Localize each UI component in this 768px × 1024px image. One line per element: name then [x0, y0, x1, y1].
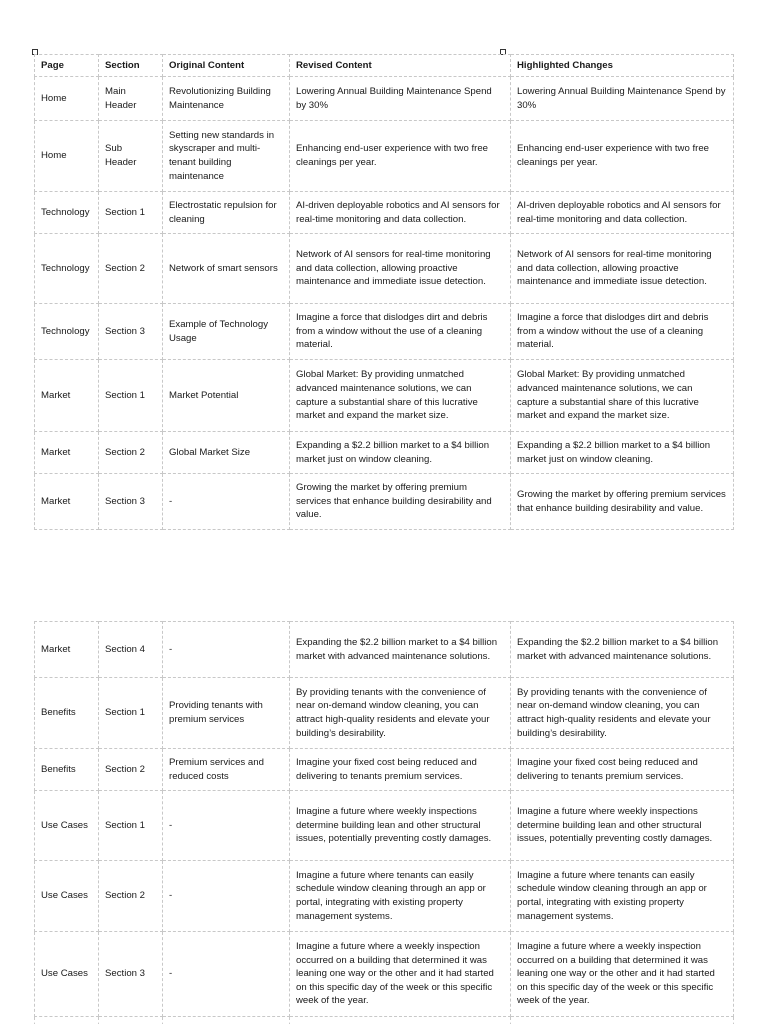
cell-highlighted-changes: Expanding a $2.2 billion market to a $4 billion market just on window cleaning. [511, 432, 734, 474]
cell-revised-content: Global Market: By providing unmatched advanced maintenance solutions, we can capture a substantial share of this lucrative market and expand the market size. [290, 360, 511, 432]
table-header-row [35, 55, 734, 77]
content-revision-table [34, 54, 734, 530]
table-row [35, 474, 734, 530]
cell-page: Technology [35, 192, 99, 234]
cell-revised-content: Imagine a future where tenants can easily schedule window cleaning through an app or portal, integrating with existing property management systems. [290, 861, 511, 932]
cell-section: Section 3 [99, 304, 163, 360]
cell-section: Section 3 [99, 474, 163, 530]
cell-original-content [163, 1017, 290, 1024]
cell-revised-content: Enhancing end-user experience with two free cleanings per year. [290, 121, 511, 192]
cell-original-content: - [163, 791, 290, 861]
cell-highlighted-changes: AI-driven deployable robotics and AI sensors for real-time monitoring and data collection. [511, 192, 734, 234]
table-row [35, 432, 734, 474]
header-section: Section [99, 55, 163, 77]
table-row [35, 791, 734, 861]
table-row [35, 622, 734, 678]
table-row [35, 1017, 734, 1024]
cell-highlighted-changes: Imagine a future where tenants can easily schedule window cleaning through an app or portal, integrating with existing property management systems. [511, 861, 734, 932]
cell-page: Market [35, 622, 99, 678]
cell-original-content: Setting new standards in skyscraper and multi-tenant building maintenance [163, 121, 290, 192]
table-row [35, 749, 734, 791]
table-row [35, 932, 734, 1017]
cell-section: Section 3 [99, 932, 163, 1017]
cell-highlighted-changes [511, 1017, 734, 1024]
cell-highlighted-changes: Global Market: By providing unmatched advanced maintenance solutions, we can capture a substantial share of this lucrative market and expand the market size. [511, 360, 734, 432]
table-row [35, 121, 734, 192]
cell-original-content: Revolutionizing Building Maintenance [163, 77, 290, 121]
cell-highlighted-changes: Imagine your fixed cost being reduced and delivering to tenants premium services. [511, 749, 734, 791]
cell-highlighted-changes: Growing the market by offering premium services that enhance building desirability and value. [511, 474, 734, 530]
cell-section [99, 1017, 163, 1024]
cell-original-content: - [163, 474, 290, 530]
cell-revised-content: Growing the market by offering premium services that enhance building desirability and value. [290, 474, 511, 530]
cell-revised-content: Expanding the $2.2 billion market to a $4 billion market with advanced maintenance solutions. [290, 622, 511, 678]
cell-page: Use Cases [35, 861, 99, 932]
cell-page: Market [35, 432, 99, 474]
cell-section: Section 2 [99, 861, 163, 932]
cell-revised-content: By providing tenants with the convenience of near on-demand window cleaning, you can attract high-quality residents and elevate your building’s desirability. [290, 678, 511, 749]
cell-highlighted-changes: Lowering Annual Building Maintenance Spend by 30% [511, 77, 734, 121]
cell-original-content: Providing tenants with premium services [163, 678, 290, 749]
table-row [35, 192, 734, 234]
cell-page: Benefits [35, 678, 99, 749]
table-row [35, 678, 734, 749]
cell-original-content: Electrostatic repulsion for cleaning [163, 192, 290, 234]
cell-section: Section 2 [99, 432, 163, 474]
header-highlighted-changes: Highlighted Changes [511, 55, 734, 77]
cell-section: Section 4 [99, 622, 163, 678]
cell-revised-content: Network of AI sensors for real-time monitoring and data collection, allowing proactive maintenance and immediate issue detection. [290, 234, 511, 304]
cell-revised-content: Imagine a future where weekly inspections determine building lean and other structural issues, potentially preventing costly damages. [290, 791, 511, 861]
cell-revised-content: Lowering Annual Building Maintenance Spend by 30% [290, 77, 511, 121]
cell-section: Sub Header [99, 121, 163, 192]
table-row [35, 234, 734, 304]
cell-section: Section 1 [99, 192, 163, 234]
cell-highlighted-changes: Imagine a future where a weekly inspection occurred on a building that determined it was leaning one way or the other and it had started on this specific day of the week or this specific week of the year. [511, 932, 734, 1017]
cell-revised-content: Imagine a force that dislodges dirt and debris from a window without the use of a cleaning material. [290, 304, 511, 360]
cell-page: Technology [35, 304, 99, 360]
cell-section: Main Header [99, 77, 163, 121]
cell-original-content: Market Potential [163, 360, 290, 432]
cell-revised-content: Imagine your fixed cost being reduced and delivering to tenants premium services. [290, 749, 511, 791]
cell-highlighted-changes: Imagine a future where weekly inspections determine building lean and other structural issues, potentially preventing costly damages. [511, 791, 734, 861]
cell-revised-content: Expanding a $2.2 billion market to a $4 billion market just on window cleaning. [290, 432, 511, 474]
cell-page: Technology [35, 234, 99, 304]
cell-page: Benefits [35, 749, 99, 791]
cell-page: Home [35, 77, 99, 121]
cell-original-content: Premium services and reduced costs [163, 749, 290, 791]
cell-highlighted-changes: Network of AI sensors for real-time monitoring and data collection, allowing proactive maintenance and immediate issue detection. [511, 234, 734, 304]
cell-page: Market [35, 360, 99, 432]
cell-highlighted-changes: By providing tenants with the convenience of near on-demand window cleaning, you can attract high-quality residents and elevate your building’s desirability. [511, 678, 734, 749]
table-row [35, 360, 734, 432]
header-original-content: Original Content [163, 55, 290, 77]
content-revision-table-continued [34, 621, 734, 1024]
cell-highlighted-changes: Expanding the $2.2 billion market to a $4 billion market with advanced maintenance solutions. [511, 622, 734, 678]
cell-page: Use Cases [35, 791, 99, 861]
cell-original-content: Global Market Size [163, 432, 290, 474]
cell-original-content: Example of Technology Usage [163, 304, 290, 360]
table-row [35, 77, 734, 121]
cell-highlighted-changes: Enhancing end-user experience with two free cleanings per year. [511, 121, 734, 192]
cell-section: Section 2 [99, 749, 163, 791]
cell-original-content: - [163, 861, 290, 932]
cell-highlighted-changes: Imagine a force that dislodges dirt and debris from a window without the use of a cleaning material. [511, 304, 734, 360]
table-row [35, 304, 734, 360]
cell-revised-content: AI-driven deployable robotics and AI sensors for real-time monitoring and data collection. [290, 192, 511, 234]
cell-page: Use Cases [35, 932, 99, 1017]
cell-section: Section 2 [99, 234, 163, 304]
cell-section: Section 1 [99, 360, 163, 432]
cell-section: Section 1 [99, 678, 163, 749]
cell-revised-content [290, 1017, 511, 1024]
table-row [35, 861, 734, 932]
cell-revised-content: Imagine a future where a weekly inspection occurred on a building that determined it was leaning one way or the other and it had started on this specific day of the week or this specific week of the year. [290, 932, 511, 1017]
cell-original-content: - [163, 622, 290, 678]
cell-original-content: - [163, 932, 290, 1017]
cell-section: Section 1 [99, 791, 163, 861]
header-page: Page [35, 55, 99, 77]
header-revised-content: Revised Content [290, 55, 511, 77]
cell-original-content: Network of smart sensors [163, 234, 290, 304]
cell-page: Market [35, 474, 99, 530]
cell-page [35, 1017, 99, 1024]
cell-page: Home [35, 121, 99, 192]
